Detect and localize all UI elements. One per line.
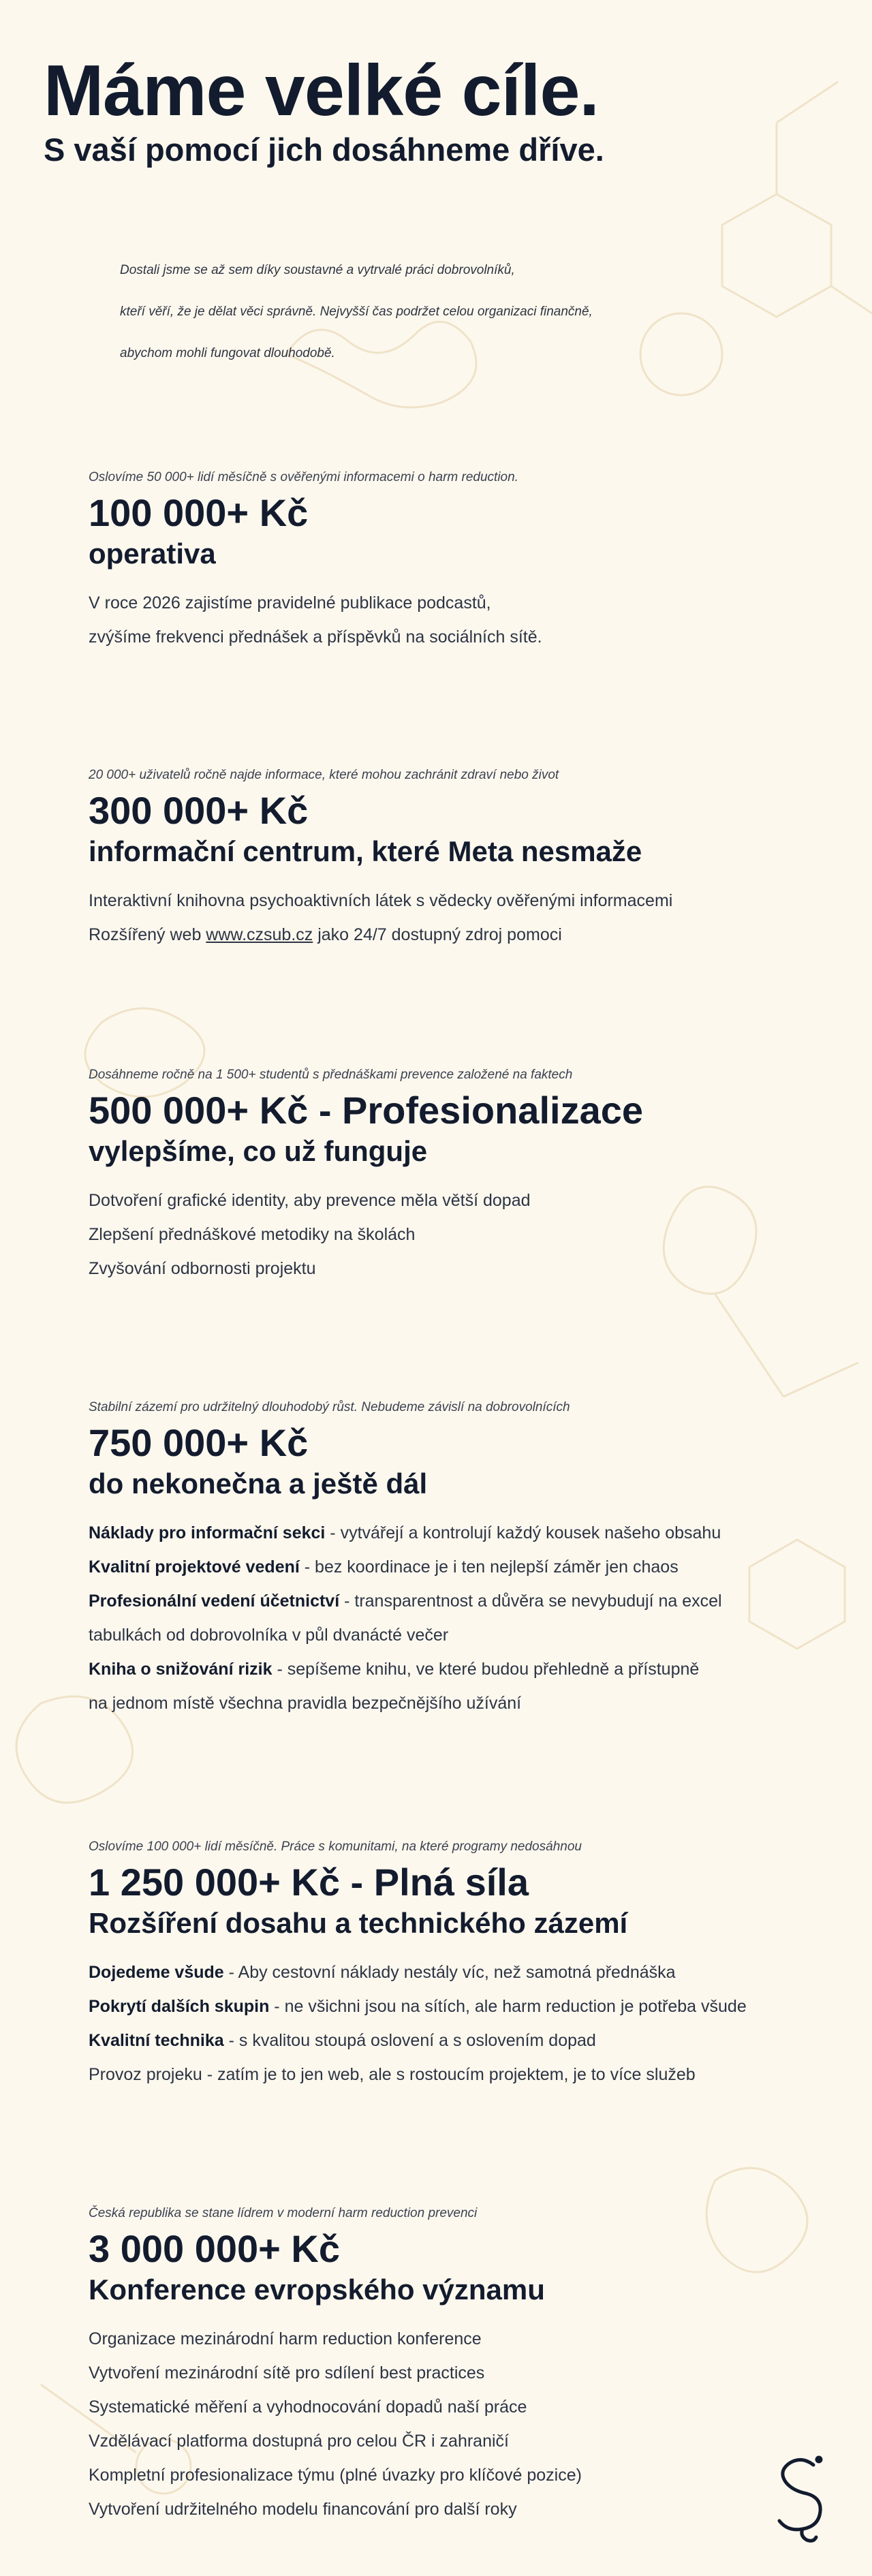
tier-line-text: - s kvalitou stoupá oslovení a s oslovením dopad [223,2030,596,2050]
tier-line: Zvyšování odbornosti projektu [89,1258,316,1278]
tier-amount: 300 000+ Kč [89,789,309,832]
intro-line: kteří věří, že je dělat věci správně. Nejvyšší čas podržet celou organizaci finančně, [120,305,593,319]
tier-line: Vytvoření mezinárodní sítě pro sdílení best practices [89,2363,485,2383]
tier-line-text: - bez koordinace je i ten nejlepší záměr jen chaos [299,1557,679,1577]
website-link[interactable]: www.czsub.cz [206,925,313,944]
tier-amount: 1 250 000+ Kč - Plná síla [89,1861,529,1904]
page-title: Máme velké cíle. [44,50,599,131]
tier-tagline: Dosáhneme ročně na 1 500+ studentů s přednáškami prevence založené na faktech [89,1068,573,1082]
tier-750k [89,1400,797,1720]
tier-line-bold: Náklady pro informační sekci [89,1523,326,1542]
czsub-logo-icon [774,2450,828,2545]
tier-line-bold: Kvalitní technika [89,2030,224,2050]
tier-name: do nekonečna a ještě dál [89,1467,428,1500]
tier-tagline: Česká republika se stane lídrem v moderní harm reduction prevenci [89,2206,478,2220]
tier-line: Organizace mezinárodní harm reduction konference [89,2329,482,2348]
tier-line-bold: Kniha o snižování rizik [89,1659,272,1679]
tier-line-bold: Profesionální vedení účetnictví [89,1591,340,1611]
tier-line: na jednom místě všechna pravidla bezpečnějšího užívání [89,1693,522,1713]
tier-line: Provoz projeku - zatím je to jen web, ale s rostoucím projektem, je to více služeb [89,2064,696,2084]
tier-line: Zlepšení přednáškové metodiky na školách [89,1224,416,1244]
tier-line-text: - Aby cestovní náklady nestály víc, než samotná přednáška [223,1962,676,1982]
tier-name: Konference evropského významu [89,2273,545,2306]
tier-100k [89,470,797,654]
tier-line [89,918,797,952]
tier-line-text: - sepíšeme knihu, ve které budou přehledně a přístupně [272,1659,700,1679]
tier-line [89,1652,797,1686]
page-subtitle: S vaší pomocí jich dosáhneme dříve. [44,131,604,168]
intro-line: abychom mohli fungovat dlouhodobě. [120,346,335,360]
tier-line-text: - ne všichni jsou na sítích, ale harm reduction je potřeba všude [269,1996,747,2016]
tier-line-bold: Pokrytí dalších skupin [89,1996,270,2016]
tier-tagline: 20 000+ uživatelů ročně najde informace, které mohou zachránit zdraví nebo život [89,768,559,782]
tier-line [89,2023,797,2058]
tier-name: informační centrum, které Meta nesmaže [89,835,642,867]
tier-line: Kompletní profesionalizace týmu (plné úvazky pro klíčové pozice) [89,2465,582,2485]
tier-1250k [89,1840,797,2092]
tier-500k [89,1068,797,1286]
tier-line [89,1550,797,1584]
tier-name: vylepšíme, co už funguje [89,1134,428,1167]
tier-line: Vzdělávací platforma dostupná pro celou ČR i zahraničí [89,2431,509,2451]
tier-line-bold: Kvalitní projektové vedení [89,1557,300,1577]
intro-line: Dostali jsme se až sem díky soustavné a vytrvalé práci dobrovolníků, [120,263,515,277]
tier-amount: 3 000 000+ Kč [89,2227,340,2270]
tier-name: Rozšíření dosahu a technického zázemí [89,1906,628,1939]
tier-amount: 500 000+ Kč - Profesionalizace [89,1089,643,1132]
tier-line: zvýšíme frekvenci přednášek a příspěvků na sociálních sítě. [89,627,542,647]
tier-3000k [89,2206,797,2526]
tier-line [89,1955,797,1989]
tier-line: tabulkách od dobrovolníka v půl dvanácté večer [89,1625,449,1645]
tier-amount: 100 000+ Kč [89,491,309,534]
tier-tagline: Oslovíme 50 000+ lidí měsíčně s ověřenými informacemi o harm reduction. [89,470,518,484]
tier-tagline: Stabilní zázemí pro udržitelný dlouhodobý růst. Nebudeme závislí na dobrovolnících [89,1400,570,1414]
tier-tagline: Oslovíme 100 000+ lidí měsíčně. Práce s komunitami, na které programy nedosáhnou [89,1840,582,1854]
tier-line [89,1584,797,1618]
intro-text [120,249,733,374]
tier-line: V roce 2026 zajistíme pravidelné publikace podcastů, [89,593,491,612]
tier-line: Dotvoření grafické identity, aby prevence měla větší dopad [89,1190,531,1210]
tier-line: Systematické měření a vyhodnocování dopadů naší práce [89,2397,527,2417]
tier-line [89,1989,797,2023]
hero-section [44,50,604,168]
tier-line-text: - vytvářejí a kontrolují každý kousek našeho obsahu [325,1523,721,1542]
tier-line: Vytvoření udržitelného modelu financování pro další roky [89,2499,517,2519]
tier-line-text: - transparentnost a důvěra se nevybudují na excel [339,1591,722,1611]
tier-300k [89,768,797,952]
tier-line [89,1516,797,1550]
tier-name: operativa [89,537,216,570]
tier-line-suffix: jako 24/7 dostupný zdroj pomoci [313,925,562,944]
tier-amount: 750 000+ Kč [89,1421,309,1464]
tier-line-prefix: Rozšířený web [89,925,206,944]
tier-line-bold: Dojedeme všude [89,1962,224,1982]
tier-line: Interaktivní knihovna psychoaktivních látek s vědecky ověřenými informacemi [89,890,673,910]
